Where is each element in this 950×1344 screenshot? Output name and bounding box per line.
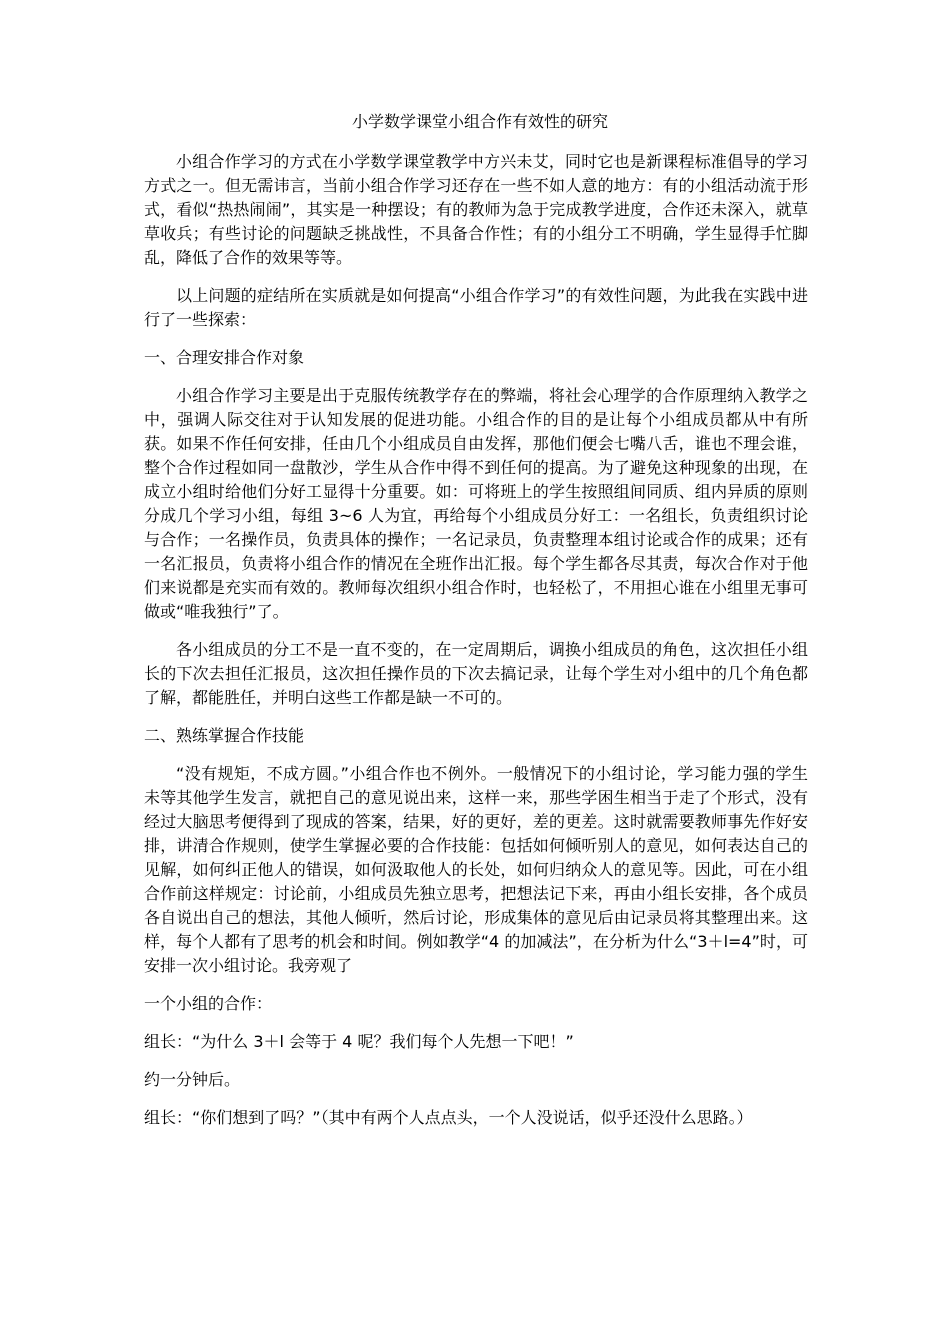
paragraph-section1-a: 小组合作学习主要是出于克服传统教学存在的弊端，将社会心理学的合作原理纳入教学之中，强调人际交往对于认知发展的促进功能。小组合作的目的是让每个小组成员都从中有所获。如果不作任何安排，任由几个小组成员自由发挥，那他们便会七嘴八舌，谁也不理会谁，整个合作过程如同一盘散沙，学生从合作中得不到任何的提高。为了避免这种现象的出现，在成立小组时给他们分好工显得十分重要。如：可将班上的学生按照组间同质、组内异质的原则分成几个学习小组，每组 3~6 人为宜，再给每个小组成员分好工：一名组长，负责组织讨论与合作；一名操作员，负责具体的操作；一名记录员，负责整理本组讨论或合作的成果；还有一名汇报员，负责将小组合作的情况在全班作出汇报。每个学生都各尽其责，每次合作对于他们来说都是充实而有效的。教师每次组织小组合作时，也轻松了，不用担心谁在小组里无事可做或“唯我独行”了。 (144, 386, 808, 621)
section-heading-1: 一、合理安排合作对象 (144, 348, 305, 367)
dialogue-line-leader-2: 组长：“你们想到了吗？”（其中有两个人点点头，一个人没说话，似乎还没什么思路。） (144, 1108, 753, 1127)
paragraph-section2-a: “没有规矩，不成方圆。”小组合作也不例外。一般情况下的小组讨论，学习能力强的学生未等其他学生发言，就把自己的意见说出来，这样一来，那些学困生相当于走了个形式，没有经过大脑思考便得到了现成的答案，结果，好的更好，差的更差。这时就需要教师事先作好安排，讲清合作规则，使学生掌握必要的合作技能：包括如何倾听别人的意见，如何表达自己的见解，如何纠正他人的错误，如何汲取他人的长处，如何归纳众人的意见等。因此，可在小组合作前这样规定：讨论前，小组成员先独立思考，把想法记下来，再由小组长安排，各个成员各自说出自己的想法，其他人倾听，然后讨论，形成集体的意见后由记录员将其整理出来。这样，每个人都有了思考的机会和时间。例如教学“4 的加减法”，在分析为什么“3＋l=4”时，可安排一次小组讨论。我旁观了 (144, 764, 808, 975)
section-heading-2: 二、熟练掌握合作技能 (144, 726, 305, 745)
document-page (144, 110, 808, 1144)
paragraph-intro: 小组合作学习的方式在小学数学课堂教学中方兴未艾，同时它也是新课程标准倡导的学习方式之一。但无需讳言，当前小组合作学习还存在一些不如人意的地方：有的小组活动流于形式，看似“热热闹闹”，其实是一种摆设；有的教师为急于完成教学进度，合作还未深入，就草草收兵；有些讨论的问题缺乏挑战性，不具备合作性；有的小组分工不明确，学生显得手忙脚乱，降低了合作的效果等等。 (144, 152, 808, 267)
paragraph-problem: 以上问题的症结所在实质就是如何提高“小组合作学习”的有效性问题，为此我在实践中进行了一些探索： (144, 286, 808, 329)
paragraph-section1-b: 各小组成员的分工不是一直不变的，在一定周期后，调换小组成员的角色，这次担任小组长的下次去担任汇报员，这次担任操作员的下次去搞记录，让每个学生对小组中的几个角色都了解，都能胜任，并明白这些工作都是缺一不可的。 (144, 640, 808, 707)
document-title: 小学数学课堂小组合作有效性的研究 (351, 112, 608, 131)
dialogue-line-pause: 约一分钟后。 (144, 1070, 241, 1089)
dialogue-line-leader-1: 组长：“为什么 3＋l 会等于 4 呢？我们每个人先想一下吧！” (144, 1032, 574, 1051)
dialogue-line-intro: 一个小组的合作： (144, 994, 273, 1013)
